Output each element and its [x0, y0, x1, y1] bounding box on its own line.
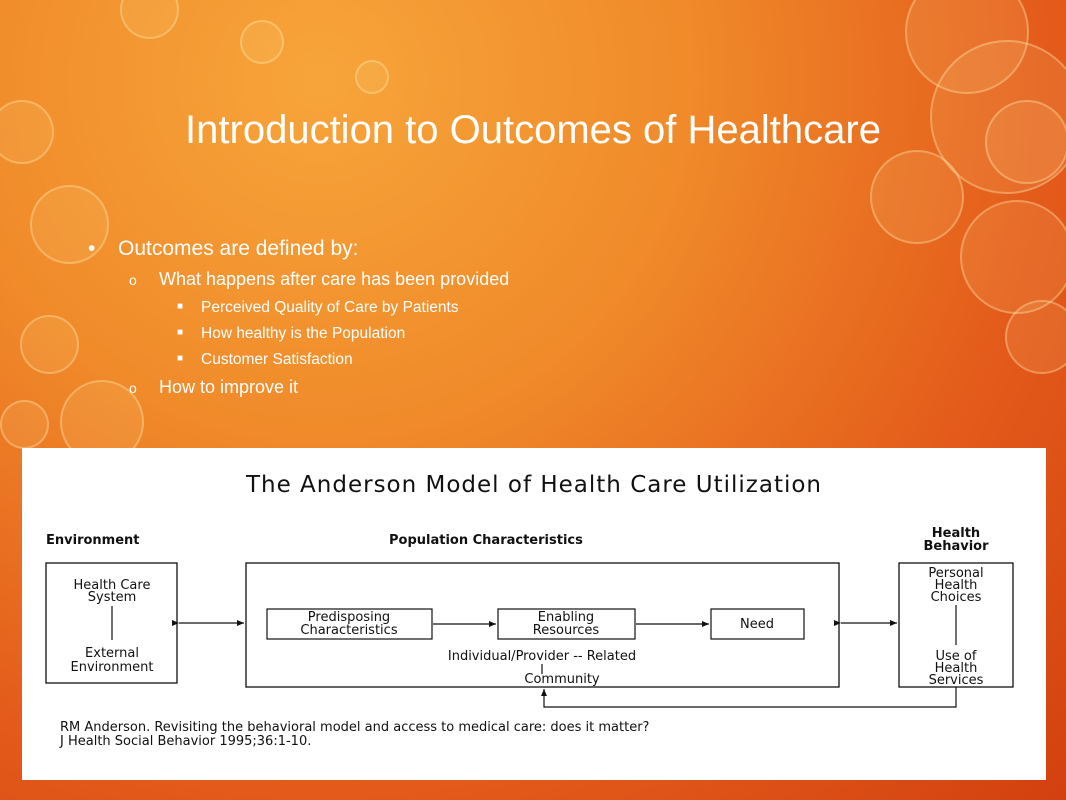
- environment-label: Environment: [70, 660, 154, 675]
- list-item: [88, 325, 509, 343]
- bullet-marker: •: [88, 237, 96, 260]
- sub-bullet-text: What happens after care has been provided: [159, 269, 510, 289]
- behavior-label: Personal: [928, 566, 984, 581]
- list-item-text: How healthy is the Population: [201, 325, 406, 342]
- decorative-bubble: [960, 200, 1066, 314]
- bullet-list: [88, 237, 509, 407]
- population-heading: Population Characteristics: [389, 533, 583, 548]
- list-item: [88, 351, 509, 369]
- list-item: [88, 299, 509, 317]
- list-item-text: Perceived Quality of Care by Patients: [201, 299, 459, 316]
- feedback-arrow: [544, 687, 956, 707]
- environment-heading: Environment: [46, 533, 140, 548]
- behavior-label: Services: [928, 673, 984, 688]
- square-bullet-icon: ■: [177, 353, 184, 364]
- square-bullet-icon: ■: [177, 327, 184, 338]
- environment-label: Health Care: [73, 578, 151, 593]
- list-item-text: Customer Satisfaction: [201, 351, 353, 368]
- decorative-bubble: [870, 150, 964, 244]
- decorative-bubble: [240, 20, 284, 64]
- behavior-label: Choices: [930, 590, 982, 605]
- behavior-label: Use of: [935, 649, 977, 664]
- decorative-bubble: [1005, 300, 1066, 374]
- sub-bullet-item: [88, 269, 509, 290]
- square-bullet-icon: ■: [177, 301, 184, 312]
- decorative-bubble: [120, 0, 179, 39]
- decorative-bubble: [20, 315, 79, 374]
- sub-bullet-marker: o: [129, 272, 137, 288]
- behavior-label: Health: [934, 578, 978, 593]
- environment-label: External: [85, 646, 139, 661]
- anderson-model-diagram: [22, 448, 1046, 780]
- health-behavior-heading: Behavior: [923, 539, 989, 554]
- enabling-label: Resources: [532, 623, 600, 638]
- bullet-text: Outcomes are defined by:: [118, 237, 359, 260]
- predisposing-label: Predisposing: [307, 610, 391, 625]
- enabling-label: Enabling: [537, 610, 595, 625]
- decorative-bubble: [0, 400, 49, 449]
- slide-title: Introduction to Outcomes of Healthcare: [185, 108, 881, 152]
- sub-bullet-text: How to improve it: [159, 377, 299, 397]
- bullet-item: [88, 237, 509, 261]
- community-label: Community: [524, 672, 600, 687]
- individual-provider-label: Individual/Provider -- Related: [447, 649, 637, 664]
- decorative-bubble: [355, 60, 389, 94]
- need-label: Need: [740, 617, 774, 632]
- sub-bullet-item: [88, 377, 509, 398]
- environment-label: System: [87, 590, 137, 605]
- sub-bullet-marker: o: [129, 380, 137, 396]
- health-behavior-heading: Health: [931, 526, 981, 541]
- citation-line: J Health Social Behavior 1995;36:1-10.: [60, 734, 312, 749]
- diagram-title: The Anderson Model of Health Care Utilization: [245, 472, 823, 498]
- diagram-canvas: [22, 448, 1046, 780]
- predisposing-label: Characteristics: [300, 623, 398, 638]
- citation-line: RM Anderson. Revisiting the behavioral model and access to medical care: does it matter?: [60, 720, 650, 735]
- behavior-label: Health: [934, 661, 978, 676]
